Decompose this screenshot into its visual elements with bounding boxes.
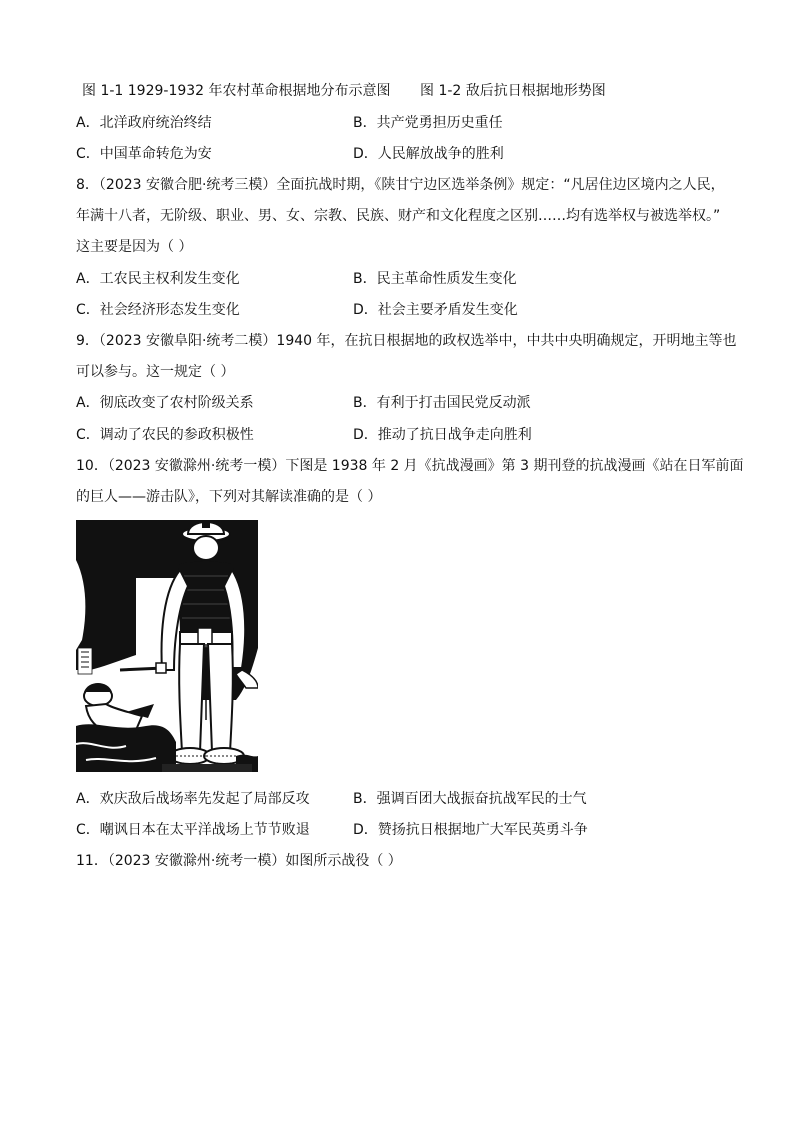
q9-stem-line-1: 9．（2023 安徽阜阳·统考二模）1940 年，在抗日根据地的政权选举中，中共中央明确规定，开明地主等也 bbox=[76, 333, 737, 349]
q9-option-c: C．调动了农民的参政积极性 bbox=[76, 427, 254, 443]
q10-option-a: A．欢庆敌后战场率先发起了局部反攻 bbox=[76, 791, 310, 807]
q10-stem-line-1: 10．（2023 安徽滁州·统考一模）下图是 1938 年 2 月《抗战漫画》第 3 期刊登的抗战漫画《站在日军前面 bbox=[76, 458, 744, 474]
q9-option-b: B．有利于打击国民党反动派 bbox=[353, 395, 531, 411]
figure-caption-1-1: 图 1-1 1929-1932 年农村革命根据地分布示意图 bbox=[82, 83, 391, 99]
q7-option-d: D．人民解放战争的胜利 bbox=[353, 146, 504, 162]
q8-option-a: A．工农民主权利发生变化 bbox=[76, 271, 240, 287]
q7-option-b: B．共产党勇担历史重任 bbox=[353, 115, 503, 131]
q9-option-a: A．彻底改变了农村阶级关系 bbox=[76, 395, 254, 411]
guerrilla-giant-cartoon bbox=[76, 520, 258, 772]
q8-stem-line-3: 这主要是因为（ ） bbox=[76, 239, 193, 255]
q8-option-b: B．民主革命性质发生变化 bbox=[353, 271, 517, 287]
q7-option-a: A．北洋政府统治终结 bbox=[76, 115, 212, 131]
q8-stem-line-2: 年满十八者，无阶级、职业、男、女、宗教、民族、财产和文化程度之区别……均有选举权与被选举权。” bbox=[76, 208, 721, 224]
q9-option-d: D．推动了抗日战争走向胜利 bbox=[353, 427, 532, 443]
q7-option-c: C．中国革命转危为安 bbox=[76, 146, 212, 162]
q8-option-c: C．社会经济形态发生变化 bbox=[76, 302, 240, 318]
q8-option-d: D．社会主要矛盾发生变化 bbox=[353, 302, 518, 318]
q9-stem-line-2: 可以参与。这一规定（ ） bbox=[76, 364, 235, 380]
q10-option-d: D．赞扬抗日根据地广大军民英勇斗争 bbox=[353, 822, 588, 838]
q10-stem-line-2: 的巨人——游击队》，下列对其解读准确的是（ ） bbox=[76, 489, 382, 505]
q10-option-b: B．强调百团大战振奋抗战军民的士气 bbox=[353, 791, 587, 807]
q10-option-c: C．嘲讽日本在太平洋战场上节节败退 bbox=[76, 822, 310, 838]
figure-caption-1-2: 图 1-2 敌后抗日根据地形势图 bbox=[420, 83, 606, 99]
q8-stem-line-1: 8．（2023 安徽合肥·统考三模）全面抗战时期，《陕甘宁边区选举条例》规定：“凡居住边区境内之人民， bbox=[76, 177, 725, 193]
q11-stem: 11．（2023 安徽滁州·统考一模）如图所示战役（ ） bbox=[76, 853, 402, 869]
